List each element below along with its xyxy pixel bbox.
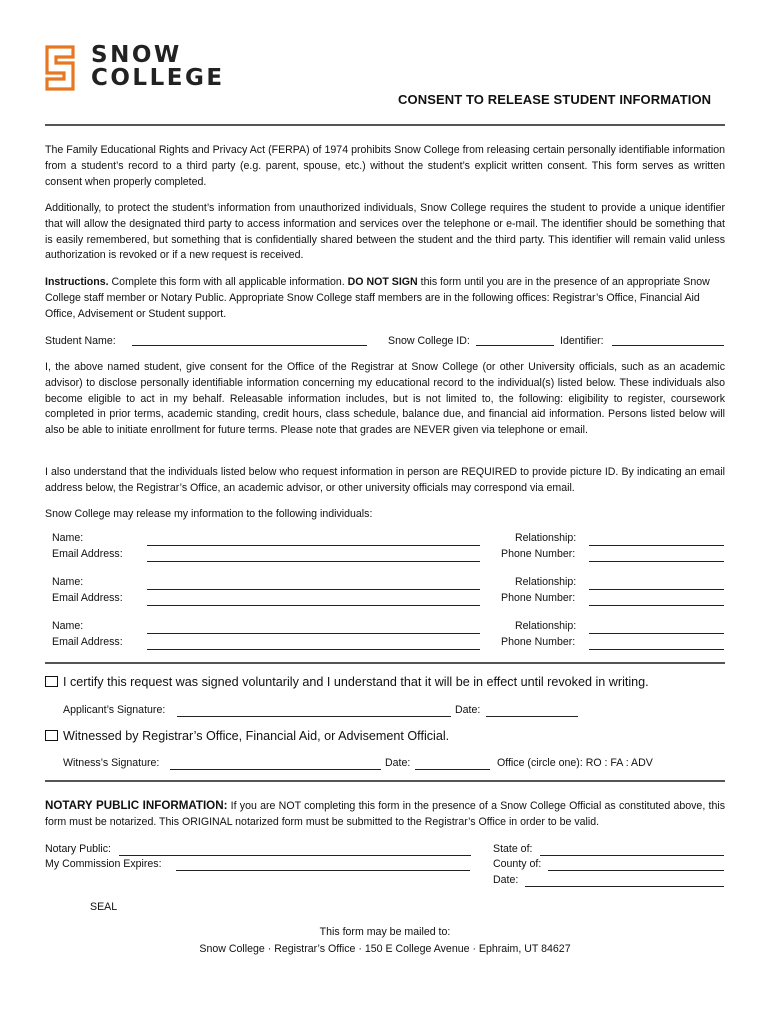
commission-expires-field[interactable] bbox=[176, 858, 470, 871]
individual-1-phone-field[interactable] bbox=[589, 549, 724, 562]
individual-3-name-label: Name: bbox=[52, 620, 84, 632]
individual-3-email-label: Email Address: bbox=[52, 636, 123, 648]
witness-date-label: Date: bbox=[385, 757, 411, 769]
certify-row bbox=[45, 675, 649, 689]
notary-date-field[interactable] bbox=[525, 874, 724, 887]
student-id-label: Snow College ID: bbox=[388, 335, 470, 347]
individual-2-phone-field[interactable] bbox=[589, 593, 724, 606]
student-id-field[interactable] bbox=[476, 333, 554, 346]
footer-address: Snow College · Registrar’s Office · 150 E College Avenue · Ephraim, UT 84627 bbox=[199, 943, 571, 955]
individual-1-relationship-label: Relationship: bbox=[515, 532, 577, 544]
office-circle-one[interactable]: Office (circle one): RO : FA : ADV bbox=[497, 757, 653, 769]
student-id-row bbox=[388, 334, 470, 348]
seal-label: SEAL bbox=[90, 901, 118, 913]
student-name-row bbox=[45, 334, 116, 348]
notary-public-field[interactable] bbox=[119, 843, 471, 856]
individuals-divider bbox=[45, 662, 725, 664]
individual-1-name-label: Name: bbox=[52, 532, 84, 544]
individual-3-phone-field[interactable] bbox=[589, 637, 724, 650]
ferpa-paragraph: The Family Educational Rights and Privacy Act (FERPA) of 1974 prohibits Snow College from releasing certain personally identifiable information from a student’s record to a third party (e.g. parent, spouse, etc.) without the student’s explicit written consent. This form serves as written consent when properly completed. bbox=[45, 144, 725, 188]
individual-2-relationship-label: Relationship: bbox=[515, 576, 577, 588]
picture-id-paragraph: I also understand that the individuals listed below who request information in person are REQUIRED to provide picture ID. By indicating an email address below, the Registrar’s Office, an academic advisor, or other university officials may correspond via email. bbox=[45, 466, 725, 494]
notary-date-label: Date: bbox=[493, 874, 519, 886]
consent-paragraph: I, the above named student, give consent for the Office of the Registrar at Snow College (or other University officials, such as an academic advisor) to disclose personally identifiable information concerning my educational record to the individual(s) listed below. These individuals also become eligible to act in my behalf. Releasable information includes, but is not limited to, the following: eligibility to register, coursework completed in prior terms, academic standing, credit hours, class schedule, balance due, and financial aid information. Persons listed below will also be able to initiate enrollment for future terms. Please note that grades are NEVER given via telephone or email. bbox=[45, 361, 725, 437]
witness-date-field[interactable] bbox=[415, 757, 490, 770]
identifier-row bbox=[560, 334, 604, 348]
identifier-label: Identifier: bbox=[560, 335, 604, 347]
instructions-text-b: this form until you are in the presence of an appropriate Snow College staff member or Notary Public. Appropriate Snow College staff members are in the following offices: Registrar’s Office, Financial Aid Office, Advisement or Student support. bbox=[45, 276, 710, 320]
commission-expires-label: My Commission Expires: bbox=[45, 858, 162, 870]
individual-3-relationship-label: Relationship: bbox=[515, 620, 577, 632]
snow-college-logo-icon bbox=[45, 45, 75, 91]
logo-wordmark bbox=[91, 44, 225, 90]
witness-signature-label: Witness’s Signature: bbox=[63, 757, 160, 769]
logo-line-college: COLLEGE bbox=[91, 65, 225, 91]
county-of-field[interactable] bbox=[548, 858, 724, 871]
state-of-field[interactable] bbox=[540, 843, 724, 856]
individual-3-phone-label: Phone Number: bbox=[501, 636, 576, 648]
do-not-sign-text: DO NOT SIGN bbox=[347, 276, 418, 288]
student-name-field[interactable] bbox=[132, 333, 367, 346]
identifier-field[interactable] bbox=[612, 333, 724, 346]
individual-2-name-field[interactable] bbox=[147, 577, 480, 590]
instructions-label: Instructions. bbox=[45, 276, 109, 288]
notary-paragraph bbox=[45, 798, 725, 831]
certify-text: I certify this request was signed voluntarily and I understand that it will be in effect until revoked in writing. bbox=[63, 675, 649, 689]
applicant-date-label: Date: bbox=[455, 704, 481, 716]
individual-1-phone-label: Phone Number: bbox=[501, 548, 576, 560]
instructions-text-a: Complete this form with all applicable information. bbox=[108, 276, 348, 288]
instructions-paragraph bbox=[45, 275, 725, 322]
witness-row bbox=[45, 729, 449, 743]
individual-2-email-field[interactable] bbox=[147, 593, 480, 606]
individual-3-relationship-field[interactable] bbox=[589, 621, 724, 634]
witness-text: Witnessed by Registrar’s Office, Financial Aid, or Advisement Official. bbox=[63, 729, 450, 743]
page-title: CONSENT TO RELEASE STUDENT INFORMATION bbox=[398, 92, 712, 107]
applicant-signature-field[interactable] bbox=[177, 704, 451, 717]
student-name-label: Student Name: bbox=[45, 335, 116, 347]
individual-3-email-field[interactable] bbox=[147, 637, 480, 650]
individual-2-email-label: Email Address: bbox=[52, 592, 123, 604]
county-of-label: County of: bbox=[493, 858, 542, 870]
individual-3-name-field[interactable] bbox=[147, 621, 480, 634]
witness-divider bbox=[45, 780, 725, 782]
applicant-date-field[interactable] bbox=[486, 704, 578, 717]
individual-1-relationship-field[interactable] bbox=[589, 533, 724, 546]
release-intro: Snow College may release my information to the following individuals: bbox=[45, 508, 373, 520]
individual-2-name-label: Name: bbox=[52, 576, 84, 588]
identifier-paragraph: Additionally, to protect the student’s information from unauthorized individuals, Snow College requires the student to provide a unique identifier that will allow the designated third party to access information and services over the telephone or e-mail. The identifier should be something that is easily remembered, but something that is confidentially shared between the student and the third party. This identifier will remain valid unless authorization is revoked or if a new request is received. bbox=[45, 202, 725, 262]
header-divider bbox=[45, 124, 725, 126]
certify-checkbox[interactable] bbox=[45, 676, 58, 687]
state-of-label: State of: bbox=[493, 843, 533, 855]
individual-2-phone-label: Phone Number: bbox=[501, 592, 576, 604]
witness-checkbox[interactable] bbox=[45, 730, 58, 741]
individual-1-email-field[interactable] bbox=[147, 549, 480, 562]
applicant-signature-label: Applicant’s Signature: bbox=[63, 704, 166, 716]
notary-public-label: Notary Public: bbox=[45, 843, 111, 855]
witness-signature-field[interactable] bbox=[170, 757, 381, 770]
notary-text: If you are NOT completing this form in the presence of a Snow College Official as constituted above, this form must be notarized. This ORIGINAL notarized form must be submitted to the Registrar’s Office in order to be valid. bbox=[45, 800, 725, 828]
logo-line-snow: SNOW bbox=[91, 42, 182, 68]
individual-2-relationship-field[interactable] bbox=[589, 577, 724, 590]
notary-heading: NOTARY PUBLIC INFORMATION: bbox=[45, 799, 228, 812]
footer-mail-note: This form may be mailed to: bbox=[319, 926, 451, 938]
individual-1-name-field[interactable] bbox=[147, 533, 480, 546]
individual-1-email-label: Email Address: bbox=[52, 548, 123, 560]
